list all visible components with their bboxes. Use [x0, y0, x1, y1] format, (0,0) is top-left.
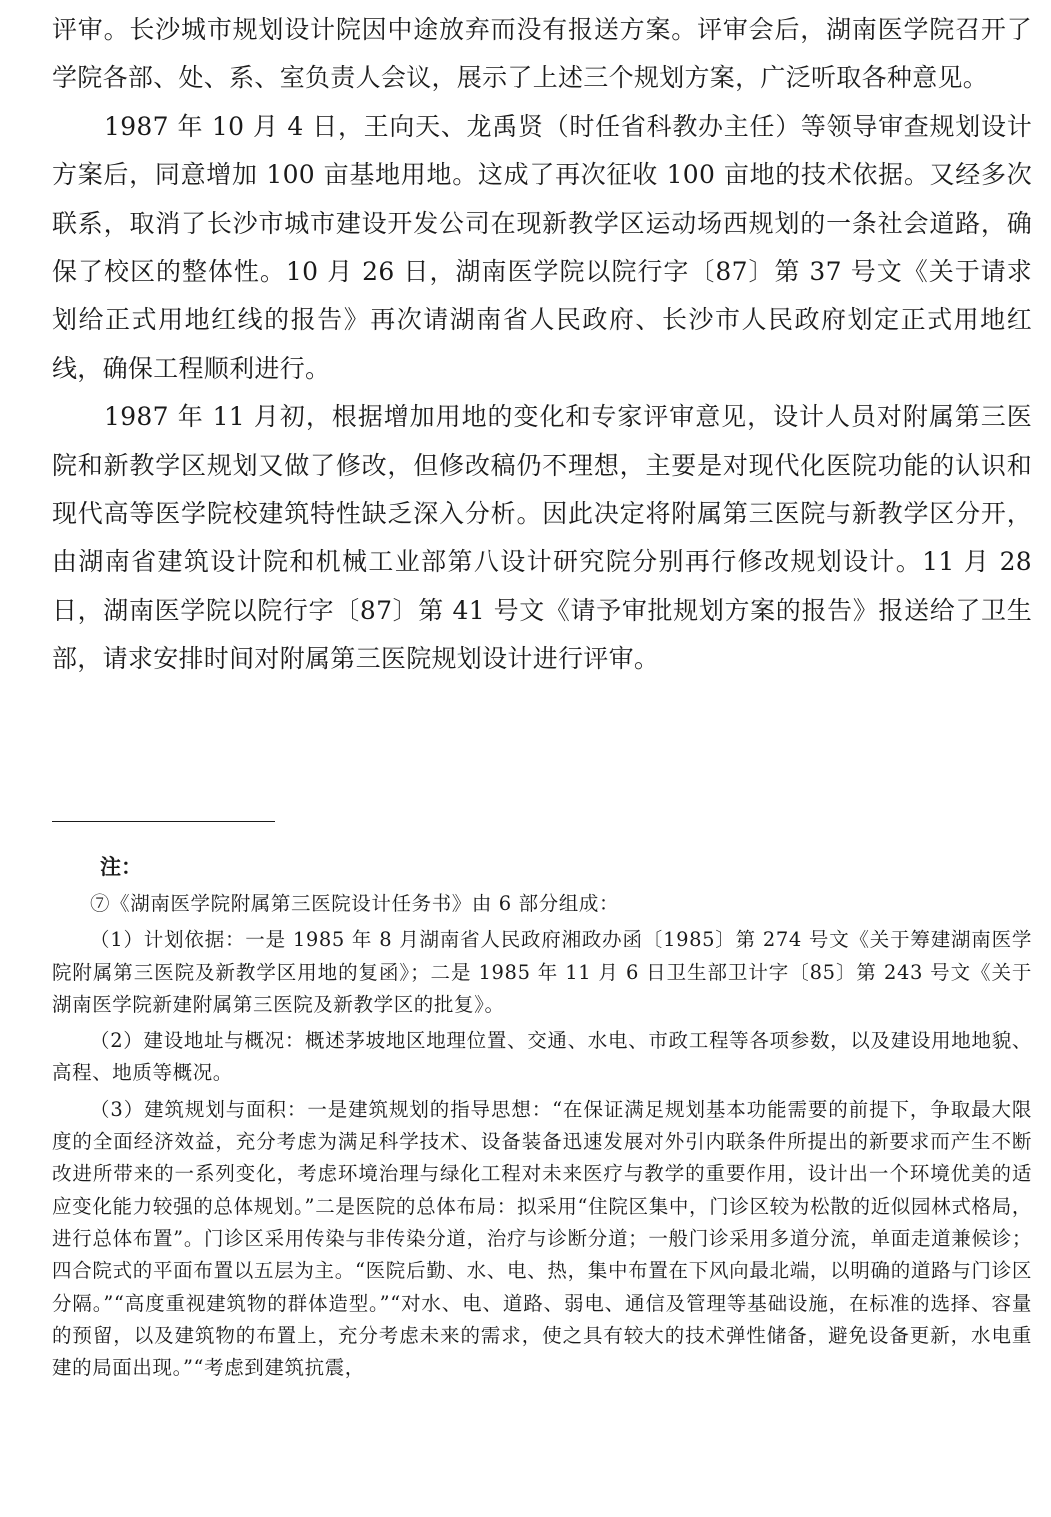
document-page: [52, 6, 1032, 1380]
footnote-paragraph-1: ⑦《湖南医学院附属第三医院设计任务书》由 6 部分组成：: [90, 892, 620, 915]
footnote-paragraph-3: （2）建设地址与概况：概述茅坡地区地理位置、交通、水电、市政工程等各项参数，以及建设用地地貌、高程、地质等概况。: [52, 1029, 1032, 1085]
footnote-paragraph-2: （1）计划依据：一是 1985 年 8 月湖南省人民政府湘政办函〔1985〕第 274 号文《关于筹建湖南医学院附属第三医院及新教学区用地的复函》；二是 1985 年 11 月 6 日卫生部卫计字〔85〕第 243 号文《关于湖南医学院新建附属第三医院及新教学区的批复》。: [52, 928, 1032, 1016]
footnote-heading: 注：: [100, 855, 142, 879]
body-paragraph-1: 评审。长沙城市规划设计院因中途放弃而没有报送方案。评审会后，湖南医学院召开了学院各部、处、系、室负责人会议，展示了上述三个规划方案，广泛听取各种意见。: [52, 15, 1032, 93]
body-paragraph-3: 1987 年 11 月初，根据增加用地的变化和专家评审意见，设计人员对附属第三医院和新教学区规划又做了修改，但修改稿仍不理想，主要是对现代化医院功能的认识和现代高等医学院校建筑特性缺乏深入分析。因此决定将附属第三医院与新教学区分开，由湖南省建筑设计院和机械工业部第八设计研究院分别再行修改规划设计。11 月 28 日，湖南医学院以院行字〔87〕第 41 号文《请予审批规划方案的报告》报送给了卫生部，请求安排时间对附属第三医院规划设计进行评审。: [52, 402, 1032, 674]
footnote-divider: [52, 821, 275, 822]
footnote-paragraph-4: （3）建筑规划与面积：一是建筑规划的指导思想：“在保证满足规划基本功能需要的前提下，争取最大限度的全面经济效益，充分考虑为满足科学技术、设备装备迅速发展对外引内联条件所提出的新要求而产生不断改进所带来的一系列变化，考虑环境治理与绿化工程对未来医疗与教学的重要作用，设计出一个环境优美的适应变化能力较强的总体规划。”二是医院的总体布局：拟采用“住院区集中，门诊区较为松散的近似园林式格局，进行总体布置”。门诊区采用传染与非传染分道，治疗与诊断分道；一般门诊采用多道分流，单面走道兼候诊；四合院式的平面布置以五层为主。“医院后勤、水、电、热，集中布置在下风向最北端，以明确的道路与门诊区分隔。”“高度重视建筑物的群体造型。”“对水、电、道路、弱电、通信及管理等基础设施，在标准的选择、容量的预留，以及建筑物的布置上，充分考虑未来的需求，使之具有较大的技术弹性储备，避免设备更新，水电重建的局面出现。”“考虑到建筑抗震，: [52, 1097, 1032, 1380]
footnotes: [52, 852, 1032, 1384]
body-paragraph-2: 1987 年 10 月 4 日，王向天、龙禹贤（时任省科教办主任）等领导审查规划设计方案后，同意增加 100 亩基地用地。这成了再次征收 100 亩地的技术依据。又经多次联系，取消了长沙市城市建设开发公司在现新教学区运动场西规划的一条社会道路，确保了校区的整体性。10 月 26 日，湖南医学院以院行字〔87〕第 37 号文《关于请求划给正式用地红线的报告》再次请湖南省人民政府、长沙市人民政府划定正式用地红线，确保工程顺利进行。: [52, 111, 1032, 383]
main-text: [52, 6, 1032, 684]
